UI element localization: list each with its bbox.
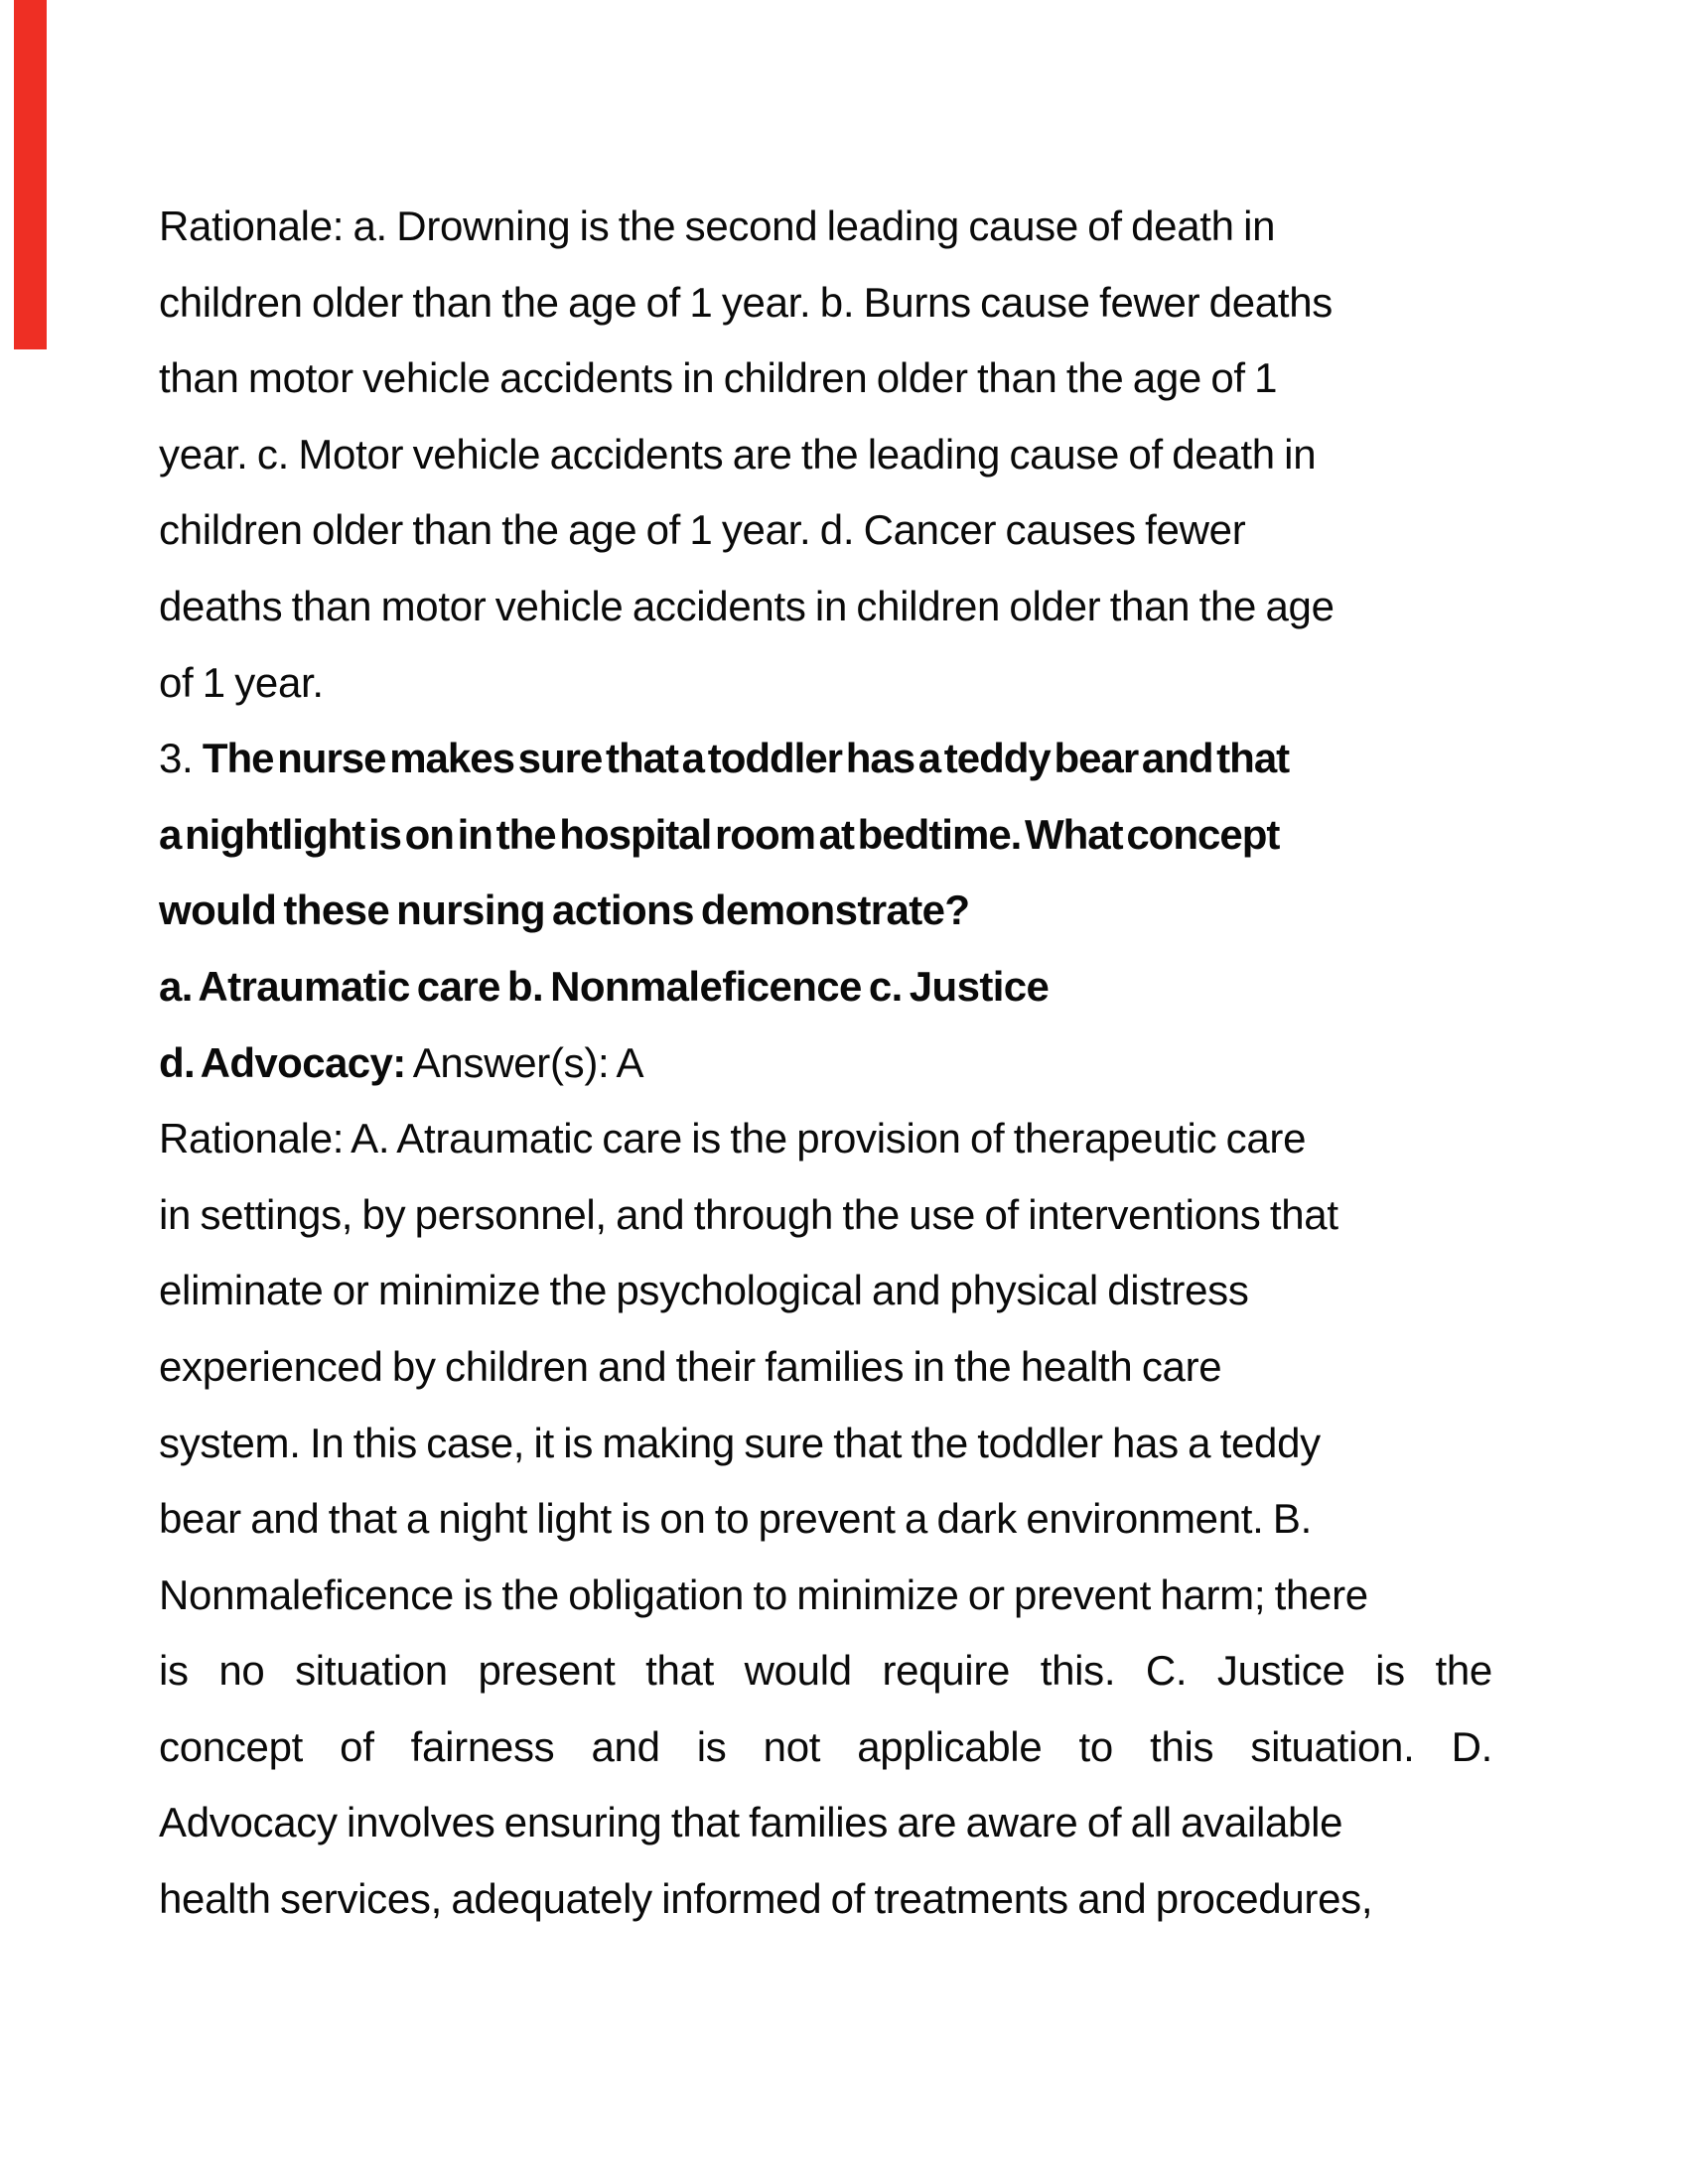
text-line: eliminate or minimize the psychological and physical distress [159, 1267, 1249, 1314]
text-line: in settings, by personnel, and through the use of interventions that [159, 1190, 1338, 1238]
text-line: Rationale: A. Atraumatic care is the provision of therapeutic care [159, 1115, 1307, 1162]
text-line: Rationale: a. Drowning is the second leading cause of death in [159, 203, 1276, 249]
text-line: children older than the age of 1 year. b. Burns cause fewer deaths [159, 278, 1333, 326]
question-3-answer-line [159, 1025, 1492, 1102]
question-stem-text: The nurse makes sure that a toddler has a teddy bear and that [202, 735, 1290, 782]
text-line: experienced by children and their families in the health care [159, 1342, 1222, 1390]
text-line: deaths than motor vehicle accidents in children older than the age [159, 582, 1335, 629]
text-line-justified: concept of fairness and is not applicable to this situation. D. [159, 1722, 1492, 1770]
red-bookmark-ribbon [14, 0, 47, 349]
question-number: 3. [159, 735, 194, 782]
answer-text: Answer(s): A [412, 1038, 644, 1086]
question-3-stem-line: a nightlight is on in the hospital room at bedtime. What concept [159, 810, 1280, 858]
text-line: health services, adequately informed of treatments and procedures, [159, 1875, 1373, 1923]
text-line: than motor vehicle accidents in children older than the age of 1 [159, 354, 1278, 402]
text-line: bear and that a night light is on to prevent a dark environment. B. [159, 1495, 1312, 1543]
text-line: Advocacy involves ensuring that families are aware of all available [159, 1799, 1343, 1846]
page-text-block [159, 189, 1492, 1938]
text-line: system. In this case, it is making sure that the toddler has a teddy [159, 1419, 1321, 1466]
text-line: children older than the age of 1 year. d. Cancer causes fewer [159, 506, 1246, 554]
question-3-stem-line [159, 721, 1492, 797]
text-line: year. c. Motor vehicle accidents are the leading cause of death in [159, 430, 1317, 478]
question-3-stem-line: would these nursing actions demonstrate? [159, 887, 970, 934]
text-line: of 1 year. [159, 658, 324, 706]
option-d-label: d. Advocacy: [159, 1038, 406, 1086]
text-line-justified: is no situation present that would require this. C. Justice is the [159, 1647, 1492, 1695]
text-line: Nonmaleficence is the obligation to minimize or prevent harm; there [159, 1570, 1368, 1618]
question-3-options-line: a. Atraumatic care b. Nonmaleficence c. Justice [159, 962, 1050, 1010]
